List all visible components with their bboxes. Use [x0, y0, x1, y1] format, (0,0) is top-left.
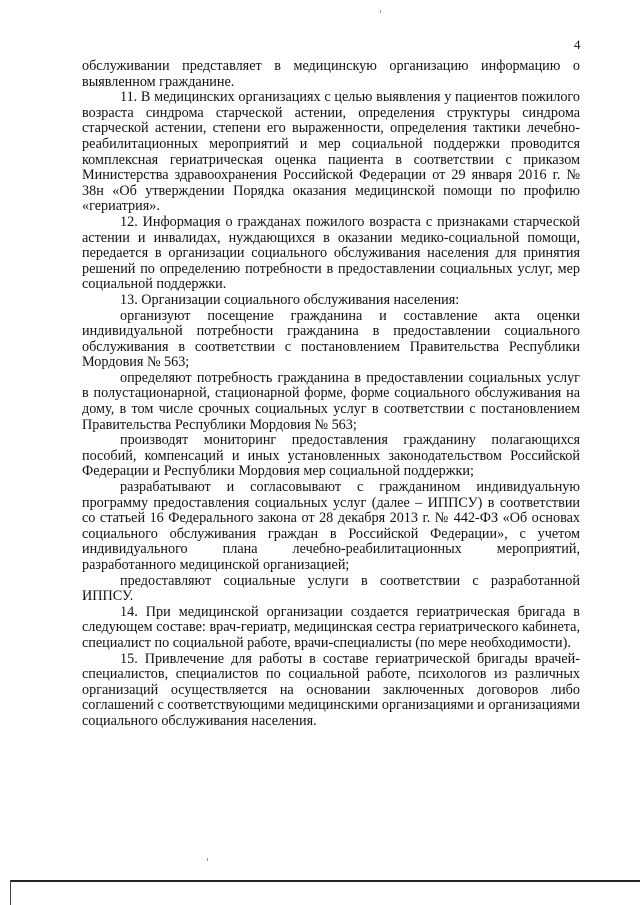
- paragraph-13-heading: 13. Организации социального обслуживания населения:: [120, 291, 460, 308]
- document-body: [82, 59, 580, 730]
- paragraph-13-item-3: производят мониторинг предоставления гражданину полагающихся пособий, компенсаций и иных установленных законодательством Российской Федерации и Республики Мордовия мер социальной поддержки;: [82, 432, 580, 480]
- scan-speck: [207, 858, 208, 861]
- paragraph-12: 12. Информация о гражданах пожилого возраста с признаками старческой астении и инвалидах, нуждающихся в оказании медико-социальной помощи, передается в организации социального обслуживания населения для принятия решений по определению потребности в предоставлении социальных услуг, мер социальной поддержки.: [82, 213, 580, 293]
- paragraph-15: 15. Привлечение для работы в составе гериатрической бригады врачей-специалистов, специалистов по социальной работе, психологов из различных организаций осуществляется на основании заключенных договоров либо соглашений с соответствующими медицинскими организациями и организациями социального обслуживания населения.: [82, 650, 580, 729]
- scan-edge-line: [10, 880, 640, 882]
- paragraph-13-item-5: предоставляют социальные услуги в соответствии с разработанной ИППСУ.: [82, 572, 580, 605]
- scan-speck: [380, 10, 381, 13]
- paragraph-13-item-1: организуют посещение гражданина и составление акта оценки индивидуальной потребности гражданина в предоставлении социального обслуживания в соответствии с постановлением Правительства Республики Мордовия № 563;: [82, 307, 580, 371]
- paragraph-14: 14. При медицинской организации создается гериатрическая бригада в следующем составе: врач-гериатр, медицинская сестра гериатрического кабинета, специалист по социальной работе, врачи-специалисты (по мере необходимости).: [82, 603, 580, 651]
- scan-edge-tick: [10, 880, 11, 905]
- paragraph-11: 11. В медицинских организациях с целью выявления у пациентов пожилого возраста синдрома старческой астении, определения структуры синдрома старческой астении, степени его выраженности, определения тактики лечебно-реабилитационных мероприятий и мер социальной поддержки проводится комплексная гериатрическая оценка пациента в соответствии с приказом Министерства здравоохранения Российской Федерации от 29 января 2016 г. № 38н «Об утверждении Порядка оказания медицинской помощи по профилю «гериатрия».: [82, 89, 580, 215]
- paragraph-13-item-4: разрабатывают и согласовывают с гражданином индивидуальную программу предоставления социальных услуг (далее – ИППСУ) в соответствии со статьей 16 Федерального закона от 28 декабря 2013 г. № 442-ФЗ «Об основах социального обслуживания граждан в Российской Федерации», с учетом индивидуального плана лечебно-реабилитационных мероприятий, разработанного медицинской организацией;: [82, 479, 580, 573]
- page-number: 4: [574, 37, 581, 52]
- paragraph-continuation: обслуживании представляет в медицинскую организацию информацию о выявленном гражданине.: [82, 58, 580, 90]
- paragraph-13-item-2: определяют потребность гражданина в предоставлении социальных услуг в полустационарной, стационарной форме, форме социального обслуживания на дому, в том числе срочных социальных услуг в соответствии с постановлением Правительства Республики Мордовия № 563;: [82, 369, 580, 433]
